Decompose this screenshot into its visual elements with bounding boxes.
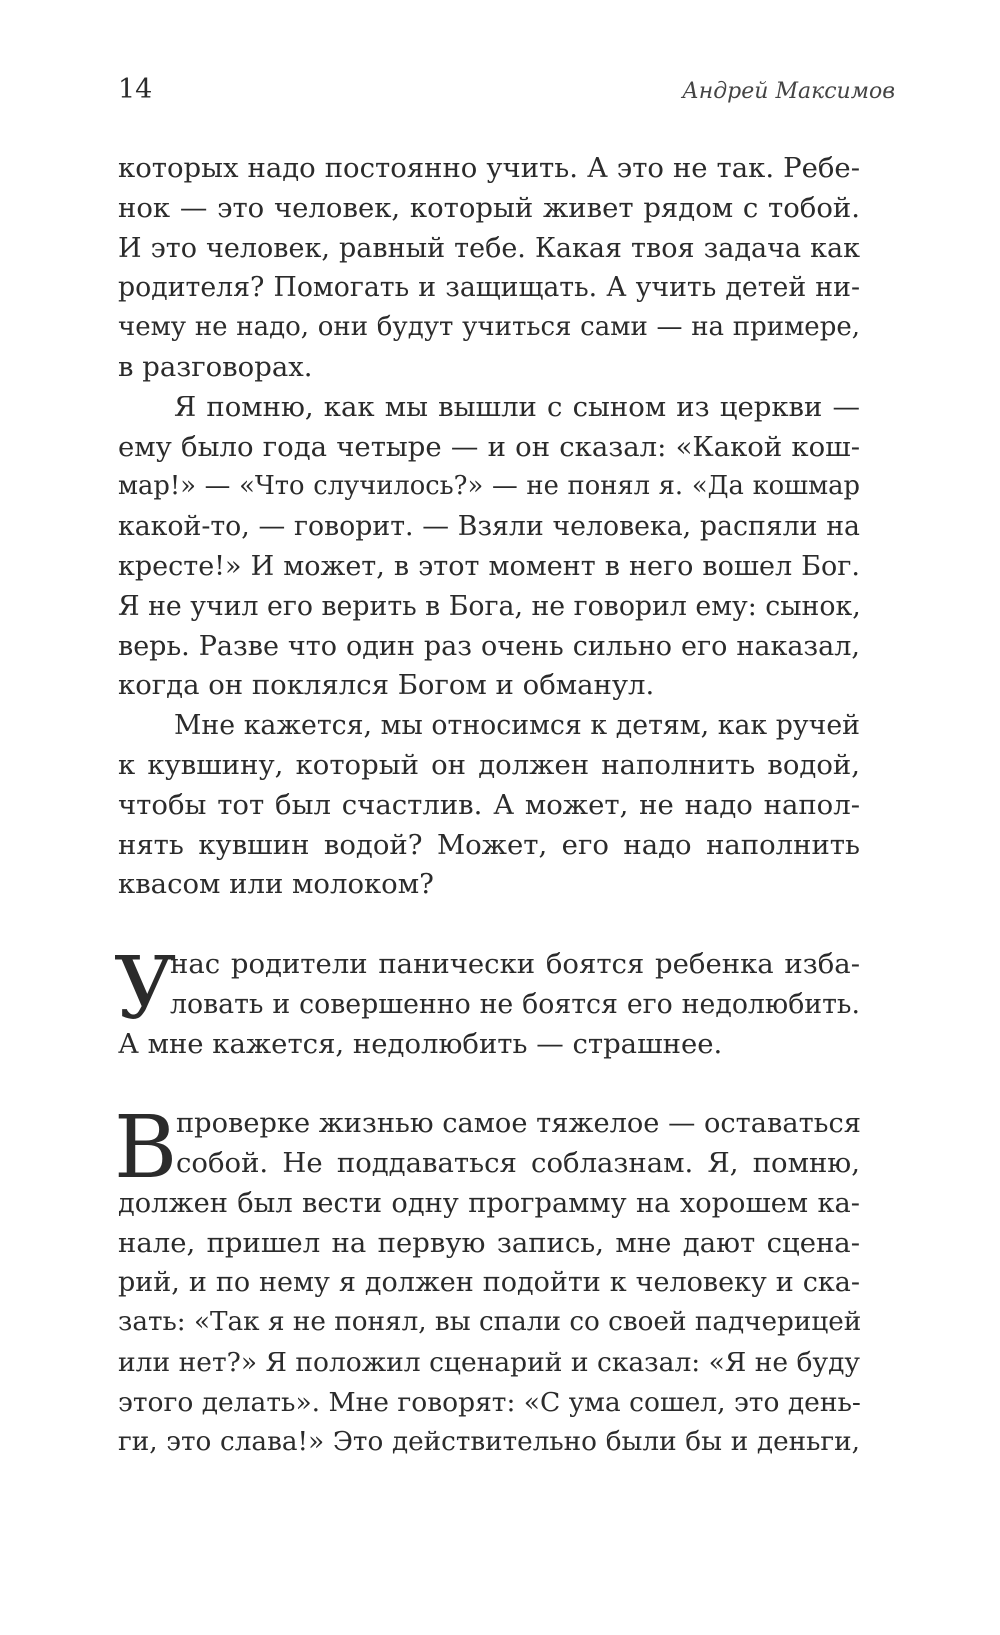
text-line: какой-то, — говорит. — Взяли человека, распяли на: [118, 511, 860, 543]
text-line: верь. Разве что один раз очень сильно его наказал,: [118, 630, 860, 662]
text-line: к кувшину, который он должен наполнить водой,: [118, 748, 860, 781]
text-line: мар!» — «Что случилось?» — не понял я. «Да кошмар: [118, 471, 860, 502]
text-line: чему не надо, они будут учиться сами — на примере,: [118, 312, 860, 343]
running-head-author: Андрей Максимов: [682, 79, 895, 104]
text-line: нять кувшин водой? Может, его надо наполнить: [118, 828, 860, 861]
section-break: [118, 1064, 860, 1104]
drop-cap: В: [114, 1098, 178, 1199]
text-line: ему было года четыре — и он сказал: «Какой кош-: [118, 430, 860, 463]
text-line: или нет?» Я положил сценарий и сказал: «Я не буду: [118, 1346, 860, 1378]
text-line: в разговорах.: [118, 350, 313, 383]
text-line: которых надо постоянно учить. А это не так. Ребе-: [118, 152, 860, 184]
page-number: 14: [118, 74, 153, 105]
text-line: Я не учил его верить в Бога, не говорил ему: сынок,: [118, 590, 861, 622]
drop-cap: У: [114, 938, 177, 1039]
text-line: чтобы тот был счастлив. А может, не надо напол-: [118, 788, 860, 821]
text-line: нок — это человек, который живет рядом с тобой.: [118, 191, 860, 224]
section-break: [118, 905, 860, 945]
body-text: [114, 149, 862, 1462]
text-line: проверке жизнью самое тяжелое — оставаться: [176, 1108, 861, 1140]
text-line: Я помню, как мы вышли с сыном из церкви —: [174, 390, 860, 423]
paragraph-5: [114, 1098, 862, 1462]
paragraph-1: [118, 149, 860, 388]
text-line: квасом или молоком?: [118, 868, 434, 901]
text-line: родителя? Помогать и защищать. А учить детей ни-: [118, 272, 860, 304]
text-line: А мне кажется, недолюбить — страшнее.: [118, 1027, 723, 1060]
paragraph-2: [118, 388, 860, 706]
text-line: И это человек, равный тебе. Какая твоя задача как: [118, 232, 860, 264]
paragraph-3: [118, 706, 860, 905]
text-line: нале, пришел на первую запись, мне дают сцена-: [118, 1226, 860, 1259]
paragraph-4: [114, 938, 860, 1064]
text-line: зать: «Так я не понял, вы спали со своей падчерицей: [118, 1307, 862, 1338]
text-line: рий, и по нему я должен подойти к человеку и ска-: [118, 1267, 860, 1299]
text-line: Мне кажется, мы относимся к детям, как ручей: [174, 710, 860, 742]
text-line: этого делать». Мне говорят: «С ума сошел, это день-: [118, 1386, 861, 1418]
text-line: когда он поклялся Богом и обманул.: [118, 669, 655, 702]
text-line: собой. Не поддаваться соблазнам. Я, помню,: [176, 1146, 860, 1179]
text-line: нас родители панически боятся ребенка изба-: [170, 947, 860, 980]
text-line: кресте!» И может, в этот момент в него вошел Бог.: [118, 550, 860, 582]
text-line: ловать и совершенно не боятся его недолюбить.: [170, 988, 860, 1020]
text-line: должен был вести одну программу на хорошем ка-: [118, 1187, 860, 1219]
text-line: ги, это слава!» Это действительно были бы и деньги,: [118, 1426, 860, 1457]
